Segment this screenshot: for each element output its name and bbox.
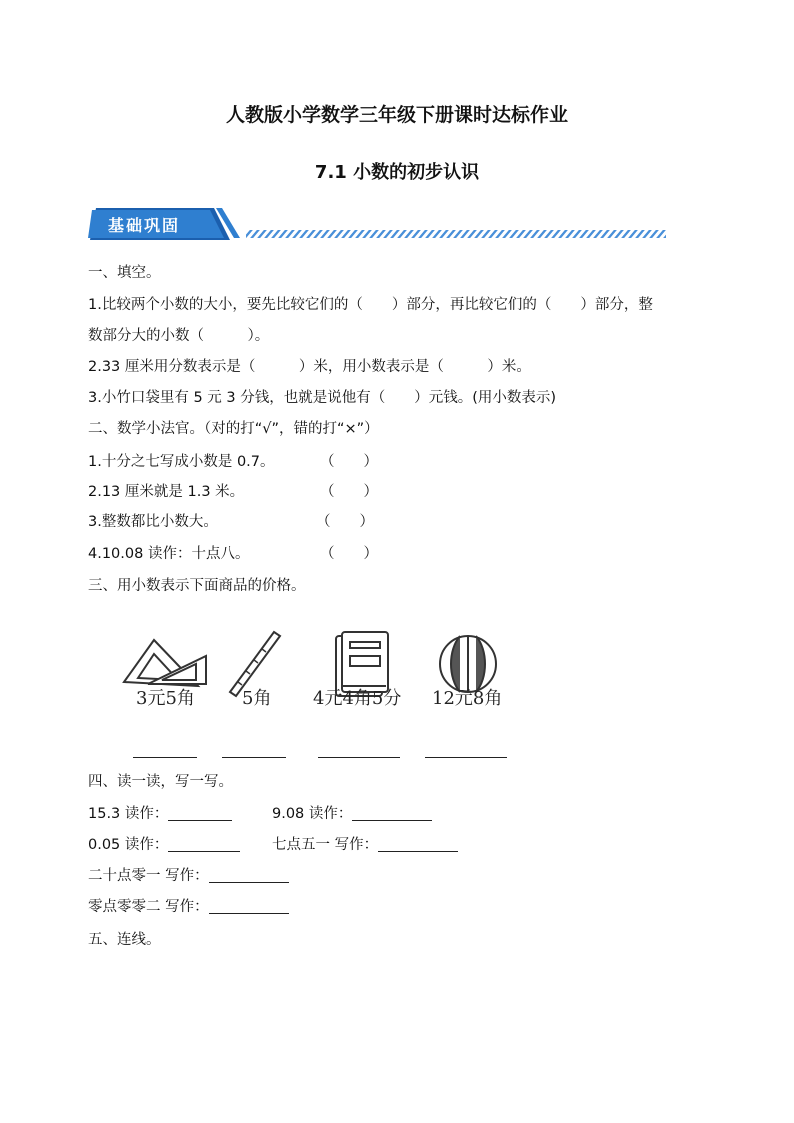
triangle-ruler-icon (124, 640, 206, 686)
question-3: 3.小竹口袋里有 5 元 3 分钱，也就是说他有（ ）元钱。(用小数表示) (88, 390, 557, 406)
judge-item-text: 2.13 厘米就是 1.3 米。 (88, 484, 245, 500)
judge-item-text: 1.十分之七写成小数是 0.7。 (88, 454, 275, 470)
judge-item (88, 482, 244, 502)
question-2: 2.33 厘米用分数表示是（ ）米，用小数表示是（ ）米。 (88, 359, 531, 375)
price-answer-blank[interactable] (133, 757, 197, 758)
section-1-heading: 一、填空。 (88, 265, 161, 281)
write-item-label: 七点五一 写作： (272, 837, 379, 853)
price-answer-blank[interactable] (222, 757, 286, 758)
answer-blank[interactable] (168, 837, 240, 852)
price-answer-blank[interactable] (318, 757, 400, 758)
section-5-heading: 五、连线。 (88, 932, 161, 948)
page-title: 人教版小学数学三年级下册课时达标作业 (225, 104, 568, 126)
write-item (88, 897, 289, 917)
answer-blank[interactable] (209, 899, 289, 914)
section-2-heading: 二、数学小法官。（对的打“√”，错的打“×”） (88, 421, 379, 437)
price-label: 5角 (242, 688, 272, 709)
judge-item-answer-paren[interactable]: （ ） (320, 546, 378, 562)
question-1-line-2: 数部分大的小数（ ）。 (88, 328, 270, 344)
write-item-label: 二十点零一 写作： (88, 868, 209, 884)
judge-item-text: 4.10.08 读作：十点八。 (88, 546, 250, 562)
judge-item-answer-paren[interactable]: （ ） (316, 514, 374, 530)
judge-item (88, 512, 218, 532)
read-item (88, 804, 232, 824)
read-item-label: 0.05 读作： (88, 837, 169, 853)
section-4-heading: 四、读一读，写一写。 (88, 774, 233, 790)
question-1-line-1: 1.比较两个小数的大小，要先比较它们的（ ）部分，再比较它们的（ ）部分，整 (88, 297, 653, 313)
section-banner (88, 206, 668, 242)
section-3-heading: 三、用小数表示下面商品的价格。 (88, 578, 306, 594)
answer-blank[interactable] (378, 837, 458, 852)
judge-item-answer-paren[interactable]: （ ） (320, 484, 378, 500)
write-item (88, 866, 289, 886)
price-answer-blank[interactable] (425, 757, 507, 758)
answer-blank[interactable] (209, 868, 289, 883)
banner-label: 基础巩固 (108, 216, 181, 235)
read-item (272, 804, 432, 824)
write-item-label: 零点零零二 写作： (88, 899, 209, 915)
write-item (272, 835, 458, 855)
answer-blank[interactable] (352, 806, 432, 821)
judge-item (88, 544, 249, 564)
judge-item-answer-paren[interactable]: （ ） (320, 454, 378, 470)
read-item-label: 9.08 读作： (272, 806, 353, 822)
judge-item (88, 452, 275, 472)
page-subtitle: 7.1 小数的初步认识 (314, 162, 480, 183)
price-label: 12元8角 (432, 688, 503, 709)
price-label: 3元5角 (136, 688, 195, 709)
answer-blank[interactable] (168, 806, 232, 821)
price-label: 4元4角5分 (313, 688, 402, 709)
judge-item-text: 3.整数都比小数大。 (88, 514, 218, 530)
read-item (88, 835, 240, 855)
read-item-label: 15.3 读作： (88, 806, 169, 822)
